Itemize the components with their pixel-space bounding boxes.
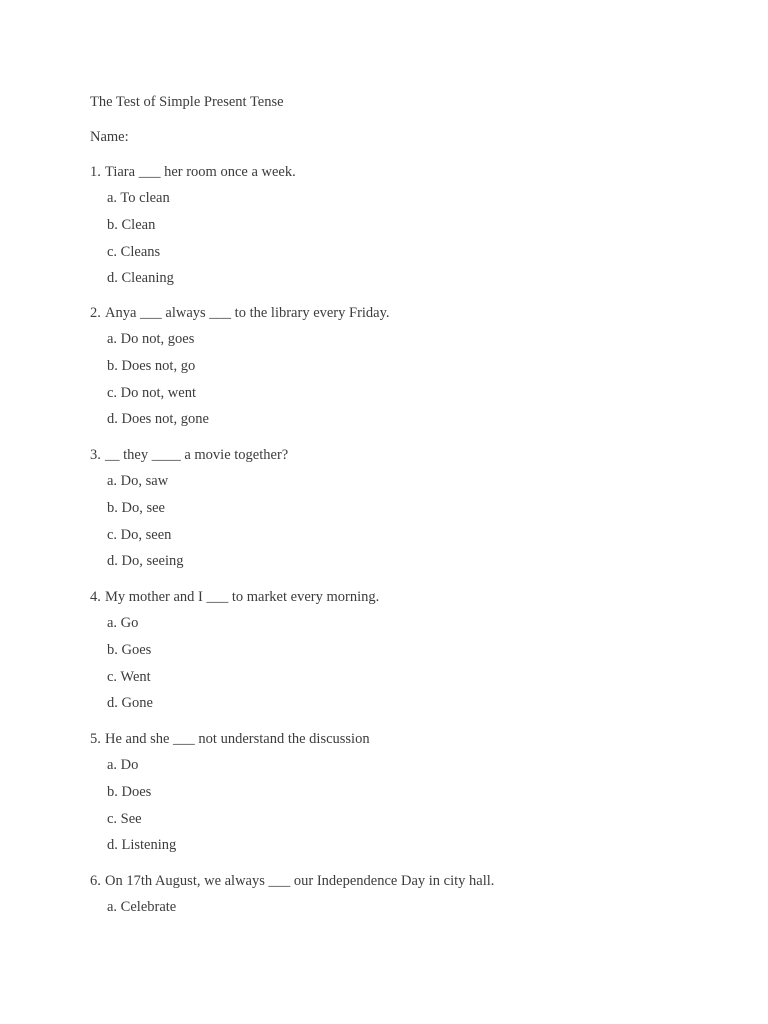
answer-option-label: a. Do, saw: [107, 473, 169, 489]
question-number: 6.: [90, 873, 101, 889]
answer-option-label: a. Celebrate: [107, 899, 177, 915]
answer-option-c[interactable]: [90, 660, 730, 687]
answer-option-b[interactable]: [90, 491, 730, 518]
question-text: Tiara ___ her room once a week.: [105, 164, 296, 180]
answer-option-label: b. Does not, go: [107, 357, 196, 374]
question-text: On 17th August, we always ___ our Independence Day in city hall.: [105, 873, 495, 889]
question-number: 1.: [90, 164, 101, 180]
answer-option-a[interactable]: [90, 322, 730, 349]
answer-option-label: d. Does not, gone: [107, 411, 209, 428]
answer-option-c[interactable]: [90, 376, 730, 403]
answer-option-label: c. See: [107, 810, 142, 827]
answer-options: [90, 748, 730, 855]
answer-option-label: c. Do not, went: [107, 384, 196, 401]
question-stem: [90, 163, 730, 181]
answer-option-b[interactable]: [90, 208, 730, 235]
answer-option-label: b. Do, see: [107, 499, 165, 516]
answer-option-d[interactable]: [90, 261, 730, 288]
answer-option-a[interactable]: [90, 464, 730, 491]
question-stem: [90, 446, 730, 464]
question-1: [90, 163, 730, 288]
answer-option-label: c. Cleans: [107, 243, 161, 260]
answer-option-b[interactable]: [90, 349, 730, 376]
question-number: 3.: [90, 447, 101, 463]
question-stem: [90, 872, 730, 890]
answer-option-label: a. Go: [107, 615, 139, 631]
answer-option-c[interactable]: [90, 802, 730, 829]
answer-option-a[interactable]: [90, 606, 730, 633]
question-number: 4.: [90, 589, 101, 605]
answer-options: [90, 890, 730, 917]
answer-option-label: b. Does: [107, 783, 152, 800]
question-6: [90, 872, 730, 917]
answer-option-label: d. Listening: [107, 837, 177, 854]
answer-option-label: a. To clean: [107, 190, 170, 206]
answer-options: [90, 464, 730, 571]
answer-option-label: a. Do: [107, 757, 139, 773]
answer-option-d[interactable]: [90, 402, 730, 429]
question-text: Anya ___ always ___ to the library every Friday.: [105, 305, 390, 321]
answer-options: [90, 181, 730, 288]
answer-option-b[interactable]: [90, 775, 730, 802]
question-text: __ they ____ a movie together?: [105, 447, 289, 463]
question-stem: [90, 304, 730, 322]
answer-option-c[interactable]: [90, 518, 730, 545]
answer-option-label: d. Gone: [107, 695, 153, 712]
page-title: The Test of Simple Present Tense: [90, 94, 284, 110]
answer-option-label: c. Went: [107, 668, 151, 685]
question-2: [90, 304, 730, 429]
answer-option-a[interactable]: [90, 890, 730, 917]
name-label: Name:: [90, 129, 129, 145]
answer-option-d[interactable]: [90, 686, 730, 713]
question-text: My mother and I ___ to market every morning.: [105, 589, 380, 605]
answer-option-d[interactable]: [90, 828, 730, 855]
answer-option-b[interactable]: [90, 633, 730, 660]
question-stem: [90, 730, 730, 748]
answer-option-a[interactable]: [90, 181, 730, 208]
question-5: [90, 730, 730, 855]
question-number: 2.: [90, 305, 101, 321]
question-3: [90, 446, 730, 571]
answer-options: [90, 322, 730, 429]
answer-option-c[interactable]: [90, 235, 730, 262]
answer-option-label: d. Do, seeing: [107, 553, 184, 570]
answer-option-label: c. Do, seen: [107, 526, 172, 543]
answer-option-label: a. Do not, goes: [107, 331, 195, 347]
question-4: [90, 588, 730, 713]
answer-option-d[interactable]: [90, 544, 730, 571]
answer-options: [90, 606, 730, 713]
answer-option-a[interactable]: [90, 748, 730, 775]
answer-option-label: b. Goes: [107, 641, 152, 658]
answer-option-label: b. Clean: [107, 216, 156, 233]
answer-option-label: d. Cleaning: [107, 270, 174, 287]
question-text: He and she ___ not understand the discussion: [105, 731, 370, 747]
question-stem: [90, 588, 730, 606]
question-number: 5.: [90, 731, 101, 747]
